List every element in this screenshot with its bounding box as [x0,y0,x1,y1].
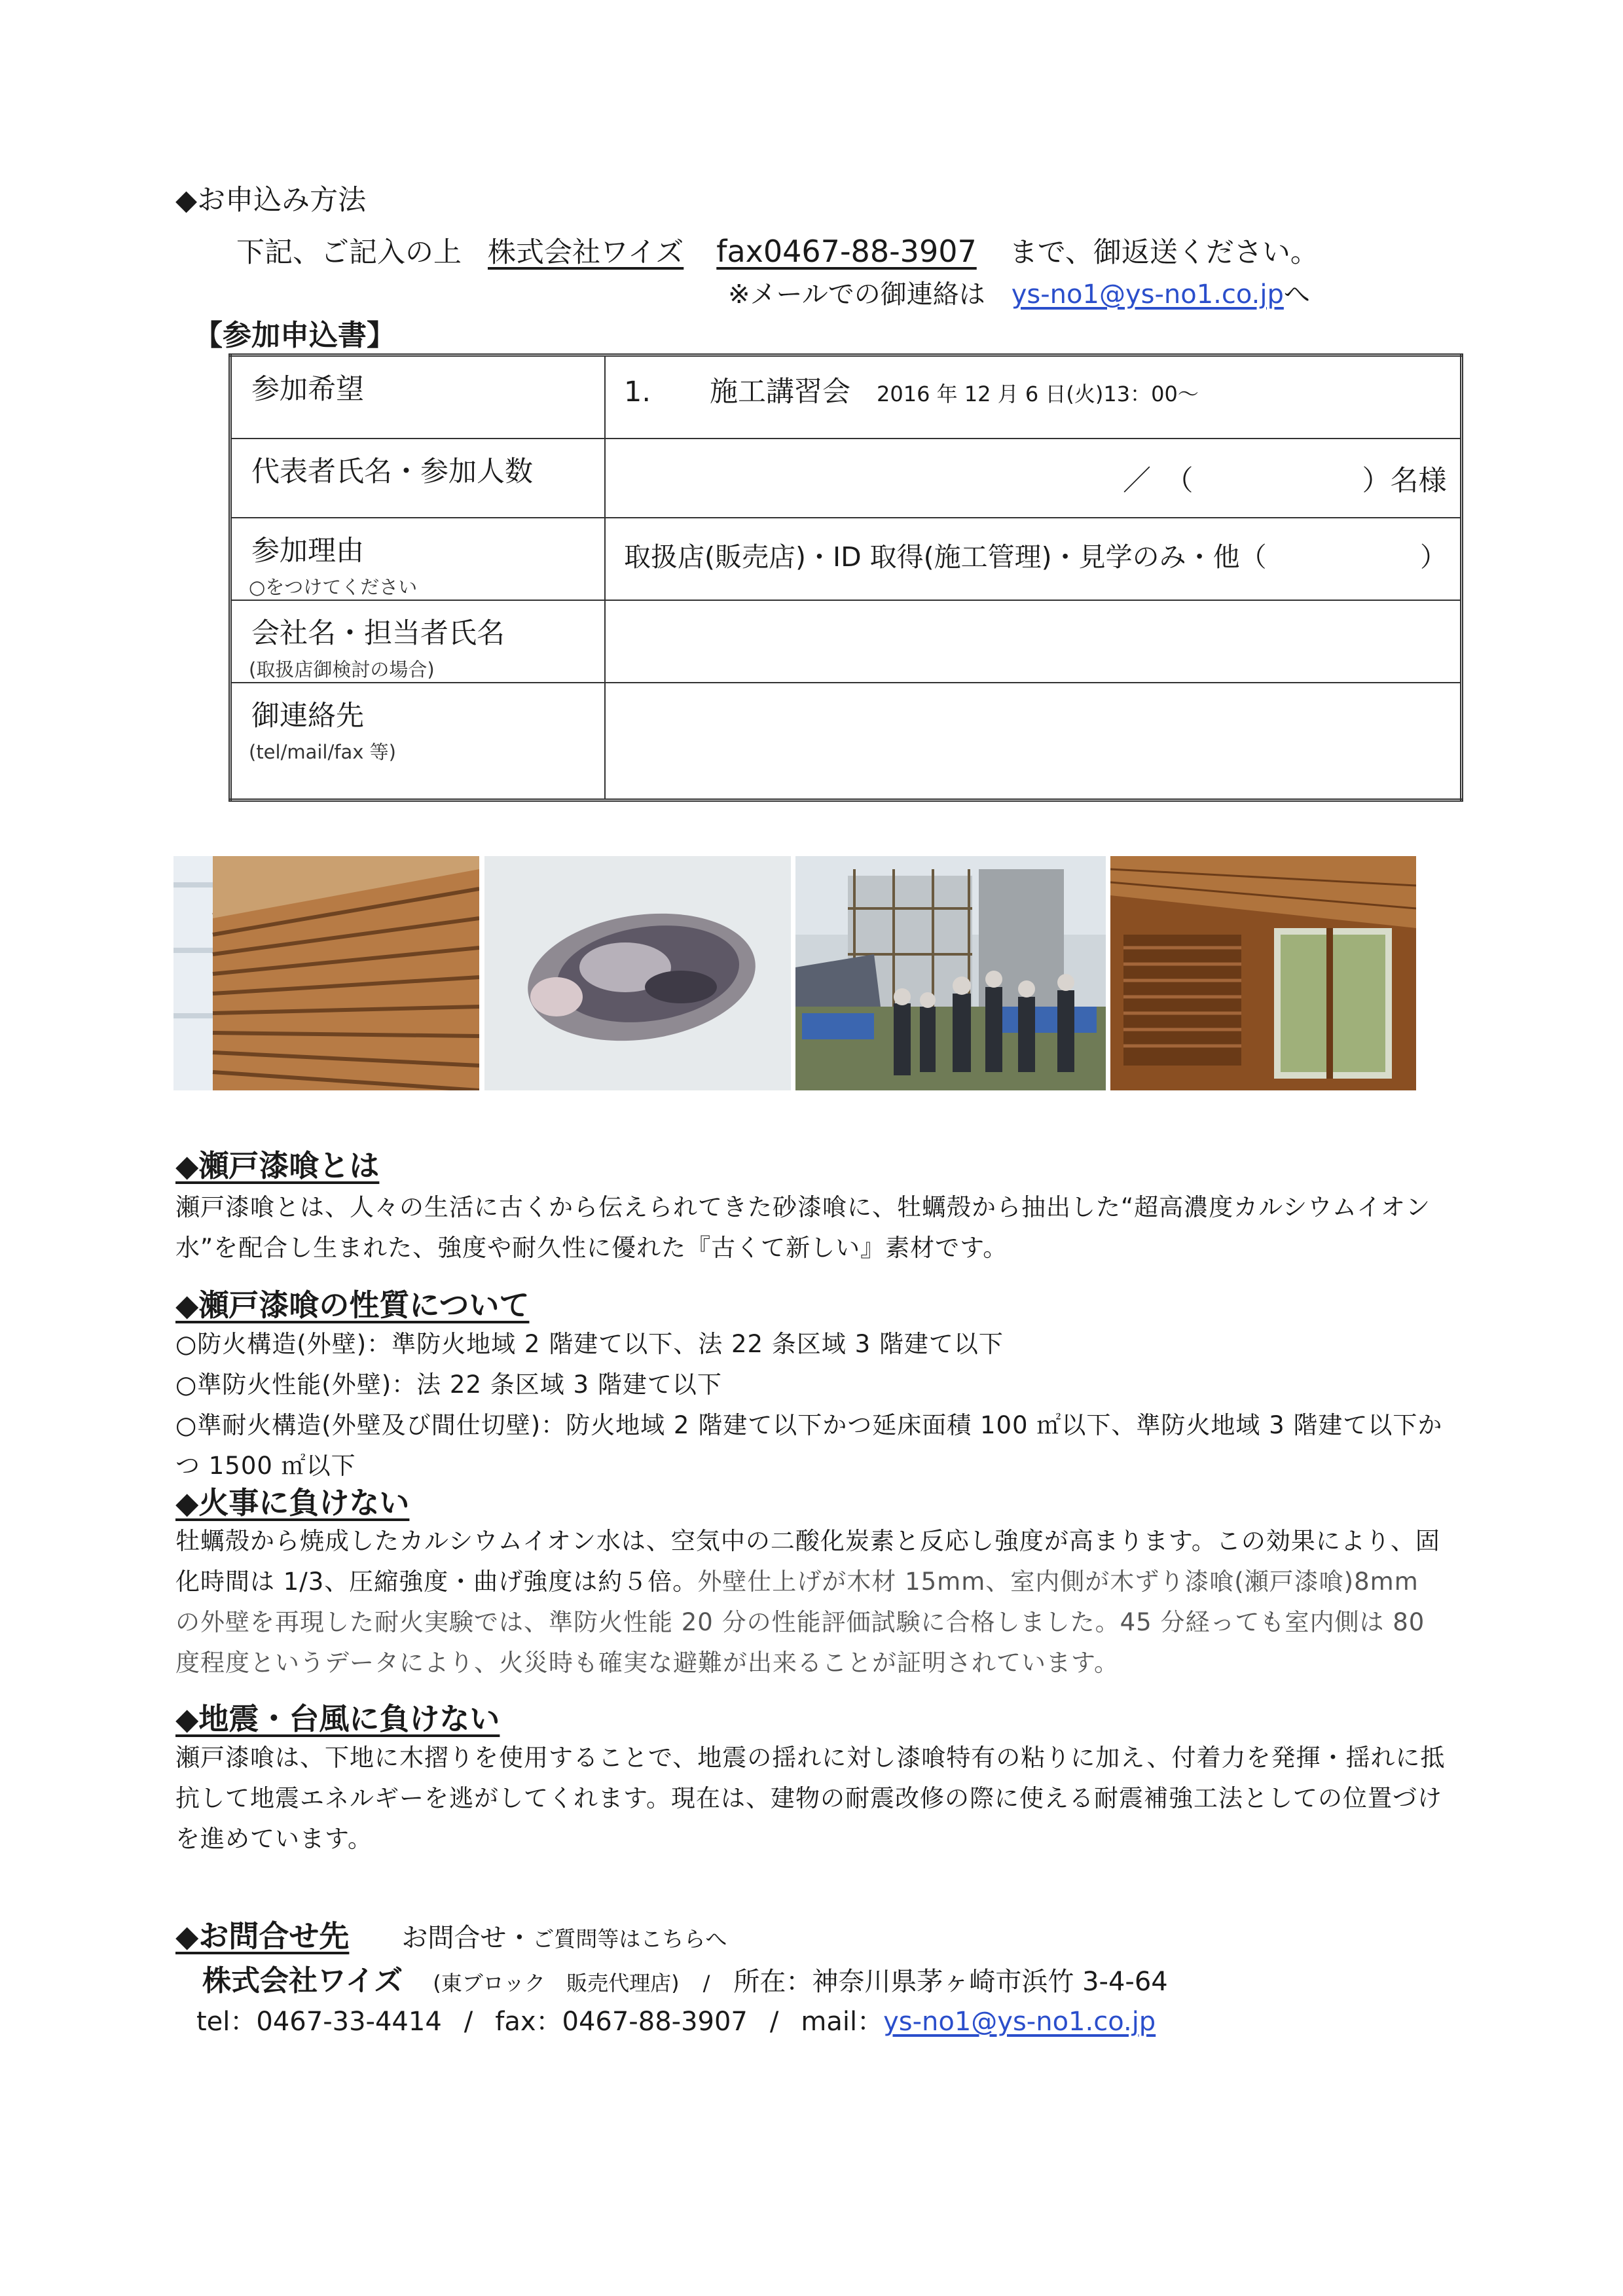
participation-no: 1. [624,376,651,408]
form-label-cell [230,355,606,439]
property-item: ○準防火性能(外壁)：法 22 条区域 3 階建て以下 [175,1371,722,1399]
form-sublabel: (取扱店御検討の場合) [249,658,435,681]
reason-close: ） [1420,541,1447,573]
participation-date: 2016 年 12 月 6 日(火)13：00～ [877,382,1199,406]
participation-value [624,370,1460,410]
form-label: 御連絡先 [251,699,364,732]
about-heading: ◆瀬戸漆喰とは [175,1148,380,1183]
contact-separator: / [702,1971,710,1996]
form-row-participation [230,355,1462,439]
property-item: ○準耐火構造(外壁及び間仕切壁)：防火地域 2 階建て以下かつ延床面積 100 ㎡以下、準防火地域 3 階建て以下かつ 1500 ㎡以下 [175,1411,1443,1480]
workshop-site-photo [795,856,1106,1090]
form-value-cell[interactable] [605,600,1462,683]
wood-siding-photo [173,856,479,1090]
apply-line [236,230,1319,270]
form-label-cell [230,600,606,683]
reason-options: 取扱店(販売店)・ID 取得(施工管理)・見学のみ・他（ [624,541,1267,573]
form-value-cell[interactable] [605,683,1462,800]
contact-company-line [202,1957,1168,1999]
contact-header [175,1912,727,1956]
form-label-cell [230,683,606,800]
apply-company: 株式会社ワイズ [488,236,684,269]
form-label: 代表者氏名・参加人数 [251,455,533,488]
form-label: 会社名・担当者氏名 [251,617,505,650]
quake-body: 瀬戸漆喰は、下地に木摺りを使用することで、地震の揺れに対し漆喰特有の粘りに加え、付着力を発揮・揺れに抵抗して地震エネルギーを逃がしてくれます。現在は、建物の耐震改修の際に使える耐震補強工法としての位置づけを進めています。 [175,1744,1446,1853]
mail-link[interactable]: ys-no1@ys-no1.co.jp [1011,279,1284,310]
oyster-shell-photo [484,856,791,1090]
contact-mail-link[interactable]: ys-no1@ys-no1.co.jp [883,2007,1156,2037]
form-sublabel: (tel/mail/fax 等) [249,740,396,763]
properties-list [175,1324,1449,1486]
contact-tel: tel：0467-33-4414 [196,2007,442,2037]
property-item: ○防火構造(外壁)：準防火地域 2 階建て以下、法 22 条区域 3 階建て以下 [175,1330,1004,1358]
contact-mail-label: mail： [801,2007,884,2037]
contact-heading: ◆お問合せ先 [175,1918,350,1954]
fire-heading: ◆火事に負けない [175,1485,410,1520]
form-row-contact [230,683,1462,800]
fire-body [175,1521,1449,1683]
apply-line-start: 下記、ご記入の上 [236,236,462,269]
representative-value: ／ （ ）名様 [1123,464,1447,497]
contact-division: (東ブロック 販売代理店) [433,1971,680,1996]
reason-value [624,535,1460,574]
contact-company: 株式会社ワイズ [202,1964,403,1998]
form-value-cell[interactable] [605,518,1462,600]
mail-suffix: へ [1283,279,1310,310]
about-body: 瀬戸漆喰とは、人々の生活に古くから伝えられてきた砂漆喰に、牡蠣殻から抽出した“超高濃度カルシウムイオン水”を配合し生まれた、強度や耐久性に優れた『古くて新しい』素材です。 [175,1193,1431,1262]
form-label: 参加希望 [251,373,364,406]
application-form-table [228,353,1463,802]
form-row-reason [230,518,1462,600]
contact-separator: / [464,2007,473,2037]
form-title: 【参加申込書】 [194,319,395,352]
quake-heading: ◆地震・台風に負けない [175,1701,500,1736]
fire-body-test: 外壁仕上げが木材 15mm、室内側が木ずり漆喰(瀬戸漆喰)8mm の外壁を再現した耐火実験では、準防火性能 20 分の性能評価試験に合格しました。45 分経っても室内側は 80 度程度というデータにより、火災時も確実な避難が出来ることが証明されています。 [175,1568,1425,1677]
form-row-company [230,600,1462,683]
wood-interior-photo [1110,856,1416,1090]
participation-name: 施工講習会 [710,376,851,408]
properties-heading: ◆瀬戸漆喰の性質について [175,1287,530,1323]
apply-line-end: まで、御返送ください。 [1009,236,1319,269]
contact-numbers-line [196,2001,1156,2038]
form-sublabel: ○をつけてください [249,575,418,598]
contact-separator: / [769,2007,779,2037]
form-value-cell[interactable] [605,355,1462,439]
contact-address: 所在：神奈川県茅ヶ崎市浜竹 3-4-64 [733,1967,1168,1997]
form-value-cell[interactable] [605,439,1462,518]
contact-fax: fax：0467-88-3907 [495,2007,748,2037]
form-label: 参加理由 [251,534,364,567]
mail-line [728,274,1310,311]
mail-prefix: ※メールでの御連絡は [728,279,985,310]
contact-lead: お問合せ・ [401,1923,533,1953]
apply-fax: fax0467-88-3907 [716,234,977,269]
form-label-cell [230,518,606,600]
fire-body-main: 牡蠣殻から焼成したカルシウムイオン水は、空気中の二酸化炭素と反応し強度が高まります。この効果により、固化時間は 1/3、圧縮強度・曲げ強度は約５倍。 [175,1527,1440,1596]
form-row-representative [230,439,1462,518]
form-label-cell [230,439,606,518]
apply-heading: ◆お申込み方法 [175,184,367,217]
contact-lead-small: ご質問等はこちらへ [532,1926,727,1952]
